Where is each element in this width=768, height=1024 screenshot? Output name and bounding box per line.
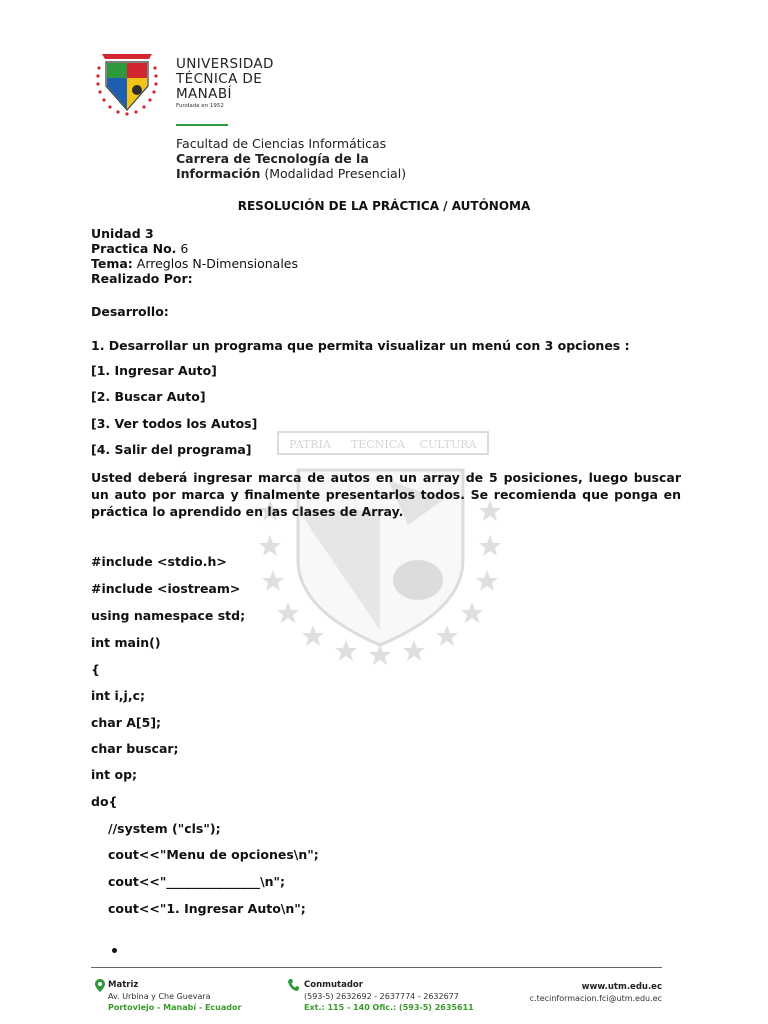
- footer-email[interactable]: c.tecinformacion.fci@utm.edu.ec: [529, 994, 662, 1003]
- watermark-word: CULTURA: [419, 438, 477, 451]
- development-heading: Desarrollo:: [91, 304, 169, 319]
- footer-mid-line: (593-5) 2632692 - 2637774 - 2632677: [304, 992, 459, 1001]
- university-name-line: UNIVERSIDAD: [176, 56, 274, 72]
- founded-note: Fundada en 1952: [176, 103, 224, 109]
- menu-option: [1. Ingresar Auto]: [91, 363, 217, 378]
- location-pin-icon: [95, 979, 105, 992]
- footer-left-city: Portoviejo - Manabí - Ecuador: [108, 1003, 242, 1012]
- document-title: RESOLUCIÓN DE LA PRÁCTICA / AUTÓNOMA: [237, 199, 531, 213]
- code-line: #include <stdio.h>: [91, 554, 227, 569]
- code-line: cout<<"1. Ingresar Auto\n";: [108, 901, 306, 916]
- career-mode: (Modalidad Presencial): [260, 166, 407, 181]
- menu-option: [2. Buscar Auto]: [91, 389, 206, 404]
- footer-address: [108, 980, 241, 1013]
- code-line: int i,j,c;: [91, 688, 145, 703]
- footer-phone: [304, 980, 474, 1013]
- university-name-line: TÉCNICA DE: [176, 71, 263, 87]
- career-name-cont: Información: [176, 166, 261, 181]
- university-name: [176, 57, 274, 110]
- code-line: cout<<"_______________\n";: [108, 874, 286, 889]
- faculty-block: [176, 136, 406, 181]
- code-line: do{: [91, 794, 118, 809]
- watermark-crest-icon: [258, 430, 503, 670]
- code-line: char A[5];: [91, 715, 162, 730]
- footer-contact: [480, 982, 662, 1004]
- footer-mid-ext: Ext.: 115 - 140 Ofic.: (593-5) 2635611: [304, 1003, 474, 1012]
- phone-icon: [288, 979, 299, 991]
- bullet-icon: [112, 948, 117, 953]
- code-line: int main(): [91, 635, 161, 650]
- footer-left-line: Av. Urbina y Che Guevara: [108, 992, 211, 1001]
- assignment-description: Usted deberá ingresar marca de autos en un array de 5 posiciones, luego buscar un auto por marca y finalmente presentarlos todos. Se recomienda que ponga en práctica lo aprendido en las clases de Array.: [91, 470, 681, 519]
- footer-left-title: Matriz: [108, 980, 139, 990]
- menu-option: [3. Ver todos los Autos]: [91, 416, 258, 431]
- unit-label: Unidad 3: [91, 226, 154, 241]
- watermark-word: TÉCNICA: [350, 438, 406, 451]
- topic-label: Tema:: [91, 256, 133, 271]
- menu-option: [4. Salir del programa]: [91, 442, 252, 457]
- code-line: int op;: [91, 767, 138, 782]
- topic-value: Arreglos N-Dimensionales: [132, 256, 298, 271]
- practice-value: 6: [176, 241, 189, 256]
- practice-label: Practica No.: [91, 241, 177, 256]
- code-line: cout<<"Menu de opciones\n";: [108, 847, 319, 862]
- footer-divider: [91, 967, 662, 968]
- info-block: [91, 226, 681, 286]
- faculty-name: Facultad de Ciencias Informáticas: [176, 136, 387, 151]
- code-line: //system ("cls");: [108, 821, 221, 836]
- code-line: char buscar;: [91, 741, 179, 756]
- author-label: Realizado Por:: [91, 271, 193, 286]
- career-name: Carrera de Tecnología de la: [176, 151, 369, 166]
- footer-mid-title: Conmutador: [304, 980, 363, 990]
- footer-website[interactable]: www.utm.edu.ec: [581, 982, 662, 992]
- code-line: using namespace std;: [91, 608, 246, 623]
- university-name-line: MANABÍ: [176, 86, 232, 102]
- university-crest-icon: [94, 50, 160, 118]
- code-line: {: [91, 662, 100, 677]
- code-line: #include <iostream>: [91, 581, 241, 596]
- question-text: 1. Desarrollar un programa que permita visualizar un menú con 3 opciones :: [91, 338, 630, 353]
- header-divider: [176, 124, 228, 126]
- watermark-word: PATRIA: [289, 438, 331, 451]
